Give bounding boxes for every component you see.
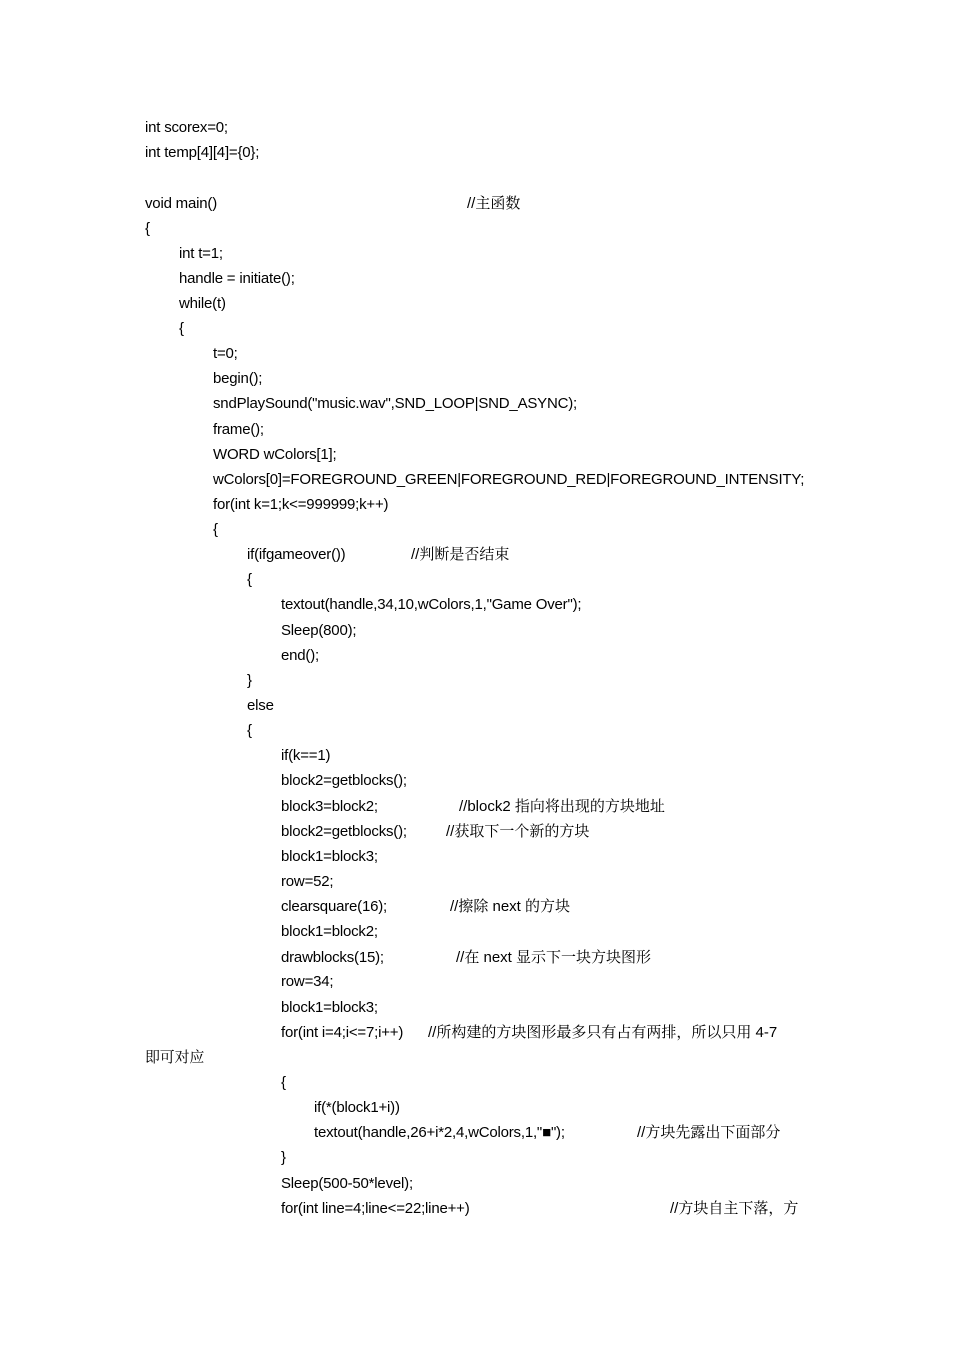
code-line: WORD wColors[1]; <box>213 446 337 463</box>
code-text: textout(handle,26+i*2,4,wColors,1," <box>314 1124 543 1141</box>
code-line: block1=block3; <box>281 848 378 865</box>
code-line: end(); <box>281 647 319 664</box>
black-square-glyph: ■ <box>542 1124 551 1141</box>
code-line: block1=block2; <box>281 923 378 940</box>
code-line: { <box>179 320 184 337</box>
code-line: handle = initiate(); <box>179 270 295 287</box>
code-line: int temp[4][4]={0}; <box>145 144 260 161</box>
code-comment: //在 next 显示下一块方块图形 <box>456 949 652 966</box>
code-line: int scorex=0; <box>145 119 228 136</box>
code-line: while(t) <box>179 295 226 312</box>
code-line: else <box>247 697 274 714</box>
code-line: if(*(block1+i)) <box>314 1099 400 1116</box>
code-comment: //方块自主下落，方 <box>670 1200 799 1217</box>
code-line: wColors[0]=FOREGROUND_GREEN|FOREGROUND_RED|FOREGROUND_INTENSITY; <box>213 471 805 488</box>
code-comment: //获取下一个新的方块 <box>446 823 590 840</box>
code-line: row=34; <box>281 973 334 990</box>
code-line: { <box>213 521 218 538</box>
code-line: Sleep(800); <box>281 622 357 639</box>
code-line: int t=1; <box>179 245 223 262</box>
code-line: Sleep(500-50*level); <box>281 1175 413 1192</box>
code-comment: //擦除 next 的方块 <box>450 898 571 915</box>
code-comment: //所构建的方块图形最多只有占有两排，所以只用 4-7 <box>428 1024 778 1041</box>
code-comment: //判断是否结束 <box>411 546 510 563</box>
code-line: block1=block3; <box>281 999 378 1016</box>
code-line: row=52; <box>281 873 334 890</box>
code-line: block3=block2; <box>281 798 378 815</box>
code-line: sndPlaySound("music.wav",SND_LOOP|SND_ASYNC); <box>213 395 578 412</box>
code-line: 即可对应 <box>145 1049 205 1066</box>
code-line: { <box>281 1074 286 1091</box>
code-comment: //方块先露出下面部分 <box>637 1124 781 1141</box>
code-line: drawblocks(15); <box>281 949 384 966</box>
code-line: textout(handle,34,10,wColors,1,"Game Over"); <box>281 596 582 613</box>
code-line: block2=getblocks(); <box>281 823 407 840</box>
code-line: for(int i=4;i<=7;i++) <box>281 1024 404 1041</box>
code-line: { <box>145 220 150 237</box>
code-line: } <box>281 1149 286 1166</box>
code-line: block2=getblocks(); <box>281 772 407 789</box>
code-line: frame(); <box>213 421 264 438</box>
code-comment: //block2 指向将出现的方块地址 <box>459 798 665 815</box>
code-line: t=0; <box>213 345 238 362</box>
code-line: for(int line=4;line<=22;line++) <box>281 1200 470 1217</box>
code-text: "); <box>550 1124 565 1141</box>
code-line: if(ifgameover()) <box>247 546 346 563</box>
code-line: } <box>247 672 252 689</box>
code-line: begin(); <box>213 370 263 387</box>
code-line: { <box>247 722 252 739</box>
code-line: void main() <box>145 195 217 212</box>
code-line: for(int k=1;k<=999999;k++) <box>213 496 389 513</box>
code-comment: //主函数 <box>467 195 521 212</box>
code-line: clearsquare(16); <box>281 898 388 915</box>
code-line: { <box>247 571 252 588</box>
code-line: if(k==1) <box>281 747 331 764</box>
code-line <box>314 1123 565 1143</box>
